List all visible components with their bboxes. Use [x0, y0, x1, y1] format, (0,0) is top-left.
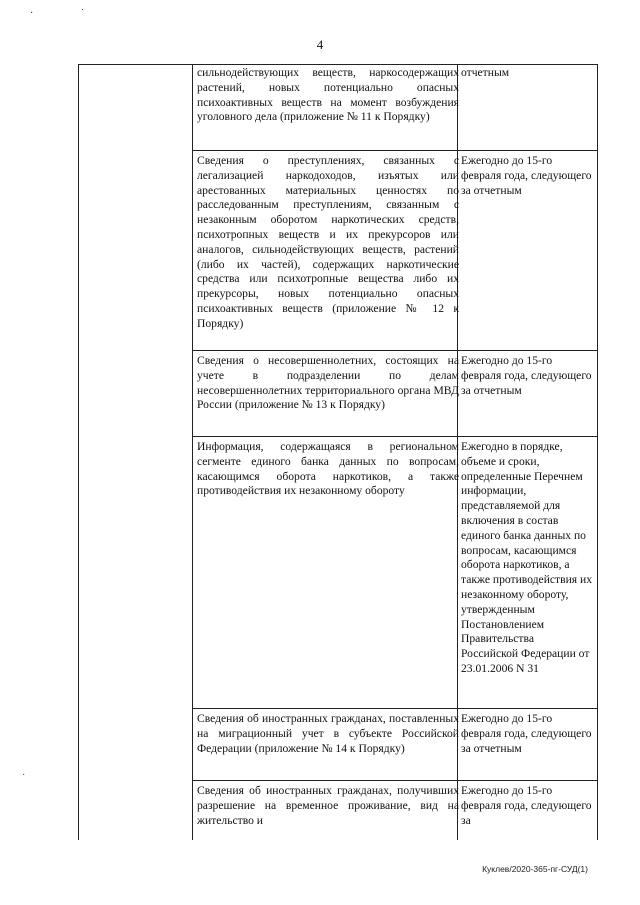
- page-number: 4: [316, 37, 324, 52]
- row-4-deadline: Ежегодно в порядке, объеме и сроки, определенные Перечнем информации, представляемой для включения в состав единого банка данных по вопросам, касающимся оборота наркотиков, а также противодействия их незаконному обороту, утвержденным Постановлением Правительства Российской Федерации от 23.01.2006 N 31: [461, 440, 593, 675]
- table-left-border: [78, 64, 79, 840]
- row-1-description: сильнодействующих веществ, наркосодержащих растений, новых потенциально опасных психоактивных веществ на момент возбуждения уголовного дела (приложение № 11 к Порядку): [197, 66, 459, 124]
- row-divider: [192, 350, 597, 351]
- row-6-deadline: Ежегодно до 15-го февраля года, следующего за: [461, 784, 592, 827]
- column-divider-1: [192, 64, 193, 840]
- data-table: [78, 64, 597, 840]
- row-divider: [192, 150, 597, 151]
- row-3-deadline: Ежегодно до 15-го февраля года, следующего за отчетным: [461, 354, 592, 397]
- row-1-deadline: отчетным: [461, 66, 510, 79]
- scan-specks: · ˙: [30, 8, 85, 19]
- table-right-border: [597, 64, 598, 840]
- row-3-description: Сведения о несовершеннолетних, состоящих на учете в подразделении по делам несовершеннолетних территориального органа МВД России (приложение № 13 к Порядку): [197, 354, 459, 412]
- row-5-deadline: Ежегодно до 15-го февраля года, следующего за отчетным: [461, 712, 592, 755]
- row-divider: [192, 436, 597, 437]
- row-4-description: Информация, содержащаяся в региональном сегменте единого банка данных по вопросам, касающимся оборота наркотиков, а также противодействия их незаконному обороту: [197, 440, 459, 498]
- row-divider: [192, 780, 597, 781]
- table-top-border: [78, 64, 597, 65]
- scan-speck: ·: [22, 770, 26, 781]
- footer-document-code: Куклев/2020-365-пг-СУД(1): [482, 864, 588, 874]
- row-2-deadline: Ежегодно до 15-го февраля года, следующего за отчетным: [461, 154, 592, 197]
- row-5-description: Сведения об иностранных гражданах, поставленных на миграционный учет в субъекте Российской Федерации (приложение № 14 к Порядку): [197, 712, 459, 755]
- row-6-description: Сведения об иностранных гражданах, получивших разрешение на временное проживание, вид на жительство и: [197, 784, 459, 827]
- row-2-description: Сведения о преступлениях, связанных с легализацией наркодоходов, изъятых или арестованных материальных ценностях по расследованным преступлениям, связанным с незаконным оборотом наркотических средств, психотропных веществ и их прекурсоров или аналогов, сильнодействующих веществ, растений (либо их частей), содержащих наркотические средства или психотропные вещества либо их прекурсоры, новых потенциально опасных психоактивных веществ (приложение № 12 к Порядку): [197, 154, 459, 330]
- row-divider: [192, 708, 597, 709]
